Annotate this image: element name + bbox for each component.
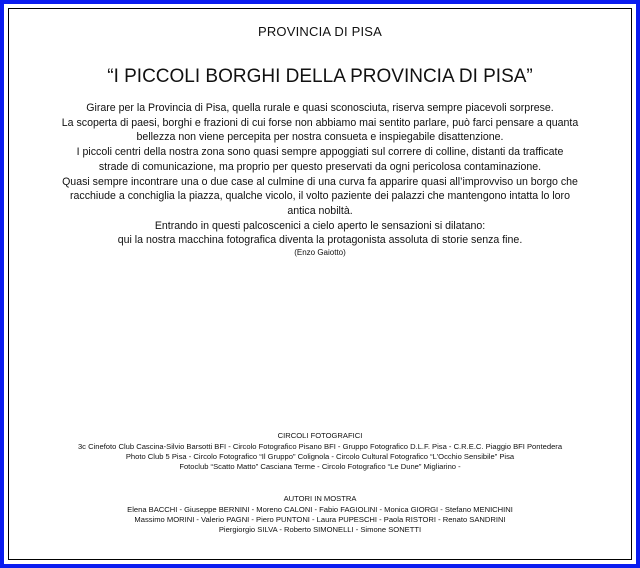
- exhibition-title: “I PICCOLI BORGHI DELLA PROVINCIA DI PISA”: [107, 66, 533, 87]
- inner-border: [8, 8, 632, 560]
- intro-author: (Enzo Gaiotto): [294, 248, 346, 257]
- intro-line: racchiude a conchiglia la piazza, qualche vicolo, il volto paziente dei palazzi che mantengono intatta lo loro: [70, 190, 570, 203]
- clubs-heading: CIRCOLI FOTOGRAFICI: [277, 431, 363, 440]
- authors-list: [4, 505, 636, 535]
- intro-line: Entrando in questi palcoscenici a cielo aperto le sensazioni si dilatano:: [154, 219, 486, 232]
- intro-line: strade di comunicazione, ma proprio per questo preservati da ogni pericolosa contaminazione.: [98, 160, 542, 173]
- intro-line: bellezza non viene percepita per nostra consueta e inspiegabile disattenzione.: [136, 131, 504, 144]
- clubs-line: 3c Cinefoto Club Cascina-Silvio Barsotti BFI - Circolo Fotografico Pisano BFI - Gruppo Fotografico D.L.F. Pisa - C.R.E.C. Piaggio BFI Pontedera: [77, 442, 563, 451]
- intro-line: La scoperta di paesi, borghi e frazioni di cui forse non abbiamo mai sentito parlare, può farci pensare a quanta: [61, 116, 579, 129]
- province-heading: PROVINCIA DI PISA: [257, 24, 383, 39]
- clubs-line: Fotoclub “Scatto Matto” Casciana Terme - Circolo Fotografico “Le Dune” Migliarino -: [179, 462, 461, 471]
- intro-line: Girare per la Provincia di Pisa, quella rurale e quasi sconosciuta, riserva sempre piacevoli sorprese.: [86, 102, 554, 114]
- clubs-list: [4, 442, 636, 472]
- intro-line: antica nobiltà.: [287, 204, 353, 217]
- clubs-line: Photo Club 5 Pisa - Circolo Fotografico “Il Gruppo” Colignola - Circolo Cultural Fotografico “L’Occhio Sensibile” Pisa: [125, 452, 515, 461]
- authors-line: Massimo MORINI - Valerio PAGNI - Piero PUNTONI - Laura PUPESCHI - Paola RISTORI - Renato SANDRINI: [134, 515, 506, 524]
- intro-line: I piccoli centri della nostra zona sono quasi sempre appoggiati sul correre di colline, distanti da trafficate: [76, 146, 564, 159]
- authors-heading: AUTORI IN MOSTRA: [283, 494, 357, 503]
- authors-line: Elena BACCHI - Giuseppe BERNINI - Moreno CALONI - Fabio FAGIOLINI - Monica GIORGI - Stefano MENICHINI: [127, 505, 513, 514]
- intro-text: [44, 101, 596, 248]
- intro-line: qui la nostra macchina fotografica diventa la protagonista assoluta di storie senza fine.: [117, 234, 523, 247]
- authors-line: Piergiorgio SILVA - Roberto SIMONELLI - Simone SONETTI: [218, 525, 422, 534]
- intro-line: Quasi sempre incontrare una o due case al culmine di una curva fa apparire quasi all’improvviso un borgo che: [62, 175, 578, 188]
